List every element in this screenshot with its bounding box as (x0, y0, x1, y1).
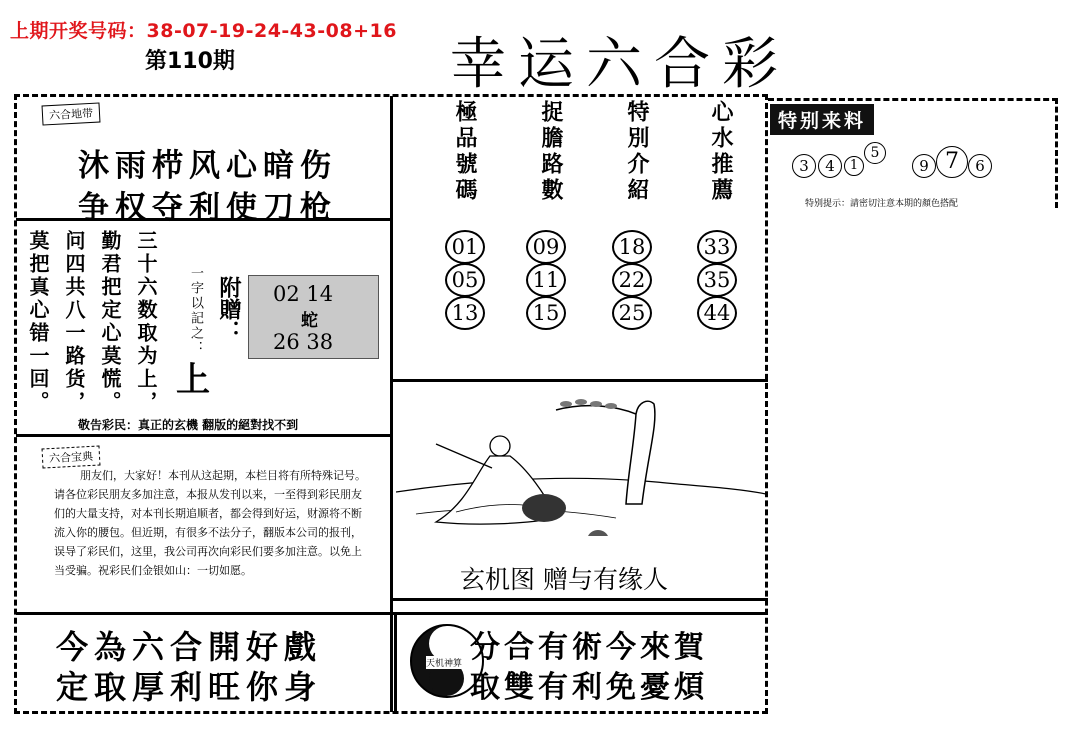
right-divider-1 (392, 379, 768, 382)
right-divider-2 (392, 598, 768, 601)
memo-char: 上 (176, 360, 210, 400)
number-ball: 33 (697, 230, 737, 264)
column-heading-2: 捉膽路數 (538, 100, 564, 204)
section-tag: 六合地带 (42, 102, 101, 125)
special-number: 9 (912, 154, 936, 178)
special-number: 6 (968, 154, 992, 178)
column-heading-4: 心水推薦 (708, 100, 734, 204)
special-number: 5 (864, 142, 886, 164)
slogan-right-1: 分合有術今來賀 (470, 630, 708, 665)
gift-label: 附贈： (216, 276, 242, 342)
special-number: 3 (792, 154, 816, 178)
verse-column-3: 问四共八一路货， (62, 230, 86, 414)
issue-number: 第110期 (145, 49, 235, 74)
notice-paragraph: 朋友们，大家好！本刊从这起期，本栏目将有所特殊记号。请各位彩民朋友多加注意，本报从发刊以来，一至得到彩民朋友们的大量支持，对本刊长期追顺者，都会得到好运，财源将不断流入你的腰包。但近期，有很多不法分子，翻版本公司的报刊，误导了彩民们，这里，我公司再次向彩民们要多加注意。以免上当受骗。祝彩民们金银如山：一切如愿。 (54, 469, 366, 577)
number-ball: 11 (526, 263, 566, 297)
poem-line-1: 沐雨栉风心暗伤 (78, 148, 337, 184)
column-heading-3: 特別介紹 (624, 100, 650, 204)
picture-caption: 玄机图 赠与有缘人 (460, 565, 668, 594)
slogan-right-2: 取雙有利免憂煩 (470, 670, 708, 705)
number-ball: 25 (612, 296, 652, 330)
special-hint: 特别提示：請密切注意本期的顏色搭配 (805, 199, 959, 209)
slogan-left-2: 定取厚利旺你身 (56, 668, 323, 706)
number-ball: 13 (445, 296, 485, 330)
special-number: 4 (818, 154, 842, 178)
notice-tag: 六合宝典 (42, 445, 101, 468)
special-number: 7 (936, 146, 968, 178)
sage-illustration (396, 384, 766, 554)
yin-yang-label: 天机神算 (426, 656, 462, 669)
number-ball: 35 (697, 263, 737, 297)
gift-numbers-box (248, 275, 379, 359)
poem-line-2: 争权夺利使刀枪 (78, 190, 337, 226)
gift-animal: 蛇 (301, 311, 318, 331)
gift-row-2: 26 38 (273, 330, 334, 354)
verse-column-4: 莫把真心错一回。 (26, 230, 50, 414)
column-heading-1: 極品號碼 (452, 100, 478, 204)
last-draw-numbers: 上期开奖号码：38-07-19-24-43-08+16 (10, 20, 397, 42)
left-divider-2 (16, 434, 390, 437)
verse-column-1: 三十六数取为上， (134, 230, 158, 414)
warning-text: 敬告彩民：真正的玄機 翻版的絕對找不到 (78, 418, 299, 432)
center-divider (390, 96, 393, 712)
page-title: 幸运六合彩 (450, 32, 790, 97)
bottom-divider (16, 612, 768, 615)
memo-label: 一字以記之： (188, 266, 203, 356)
number-ball: 15 (526, 296, 566, 330)
slogan-left-1: 今為六合開好戲 (56, 628, 323, 666)
special-number: 1 (844, 156, 864, 176)
number-ball: 05 (445, 263, 485, 297)
number-ball: 01 (445, 230, 485, 264)
special-title: 特别来料 (770, 104, 874, 135)
number-ball: 09 (526, 230, 566, 264)
bottom-center-divider (394, 614, 397, 712)
number-ball: 22 (612, 263, 652, 297)
number-ball: 44 (697, 296, 737, 330)
gift-row-1: 02 14 (273, 282, 334, 306)
verse-column-2: 勤君把定心莫慌。 (98, 230, 122, 414)
number-ball: 18 (612, 230, 652, 264)
